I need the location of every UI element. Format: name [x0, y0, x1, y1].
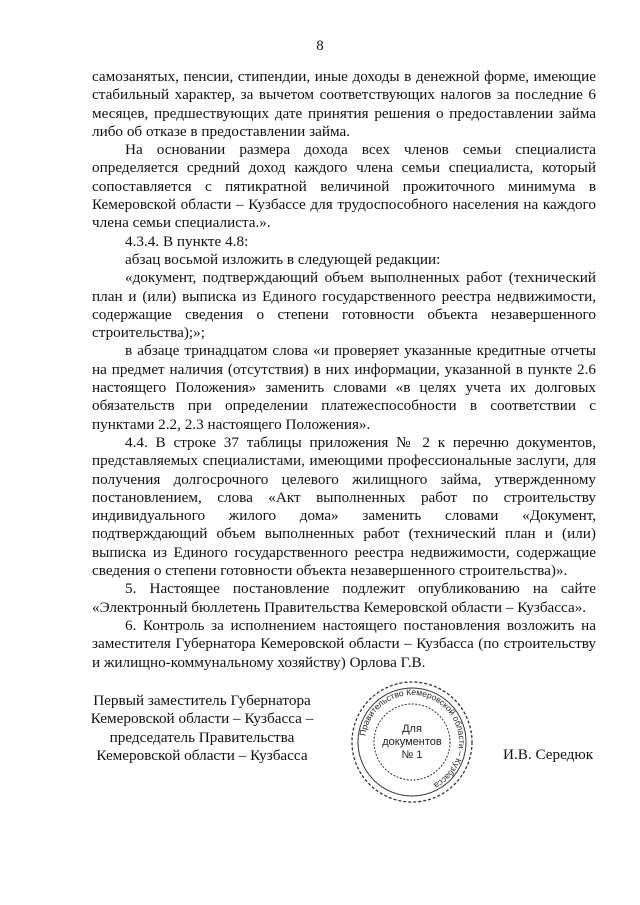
stamp-center-line: Для [402, 723, 422, 735]
stamp-ring-text: Правительство Кемеровской области – Кузбасса [357, 686, 468, 791]
document-body [92, 68, 596, 672]
signatory-title-line: Первый заместитель Губернатора [93, 692, 311, 709]
stamp-center-line: документов [382, 736, 442, 748]
paragraph: 6. Контроль за исполнением настоящего постановления возложить на заместителя Губернатора Кемеровской области – Кузбасса (по строительству и жилищно-коммунальному хозяйству) Орлова Г.В. [92, 616, 596, 671]
paragraph: На основании размера дохода всех членов семьи специалиста определяется средний доход каждого члена семьи специалиста, который сопоставляется с пятикратной величиной прожиточного минимума в Кемеровской области – Кузбассе для трудоспособного населения на каждого члена семьи специалиста.». [92, 141, 596, 232]
paragraph: «документ, подтверждающий объем выполненных работ (технический план и (или) выписка из Единого государственного реестра недвижимости, содержащие сведения о степени готовности объекта незавершенного строительства);»; [92, 269, 596, 342]
paragraph: 4.3.4. В пункте 4.8: [125, 232, 249, 250]
paragraph: в абзаце тринадцатом слова «и проверяет указанные кредитные отчеты на предмет наличия (отсутствия) в них информации, указанной в пункте 2.6 настоящего Положения» заменить словами «в целях учета их долговых обязательств при определении платежеспособности в соответствии с пунктами 2.2, 2.3 настоящего Положения». [92, 342, 596, 433]
stamp-center-line: № 1 [401, 749, 423, 761]
paragraph: абзац восьмой изложить в следующей редакции: [125, 250, 441, 268]
official-stamp [350, 680, 474, 804]
signatory-title-line: председатель Правительства [109, 728, 295, 746]
signatory-title [86, 692, 318, 765]
paragraph: самозанятых, пенсии, стипендии, иные доходы в денежной форме, имеющие стабильный характер, за вычетом соответствующих налогов за последние 6 месяцев, предшествующих дате принятия решения о предоставлении займа либо об отказе в предоставлении займа. [92, 68, 596, 140]
paragraph: 4.4. В строке 37 таблицы приложения № 2 к перечню документов, представляемых специалистами, имеющими профессиональные заслуги, для получения долгосрочного целевого жилищного займа, утвержденному постановлением, слова «Акт выполненных работ по строительству индивидуального жилого дома» заменить словами «Документ, подтверждающий объем выполненных работ (технический план и (или) выписка из Единого государственного реестра недвижимости, содержащие сведения о степени готовности объекта незавершенного строительства)». [92, 433, 596, 580]
signatory-title-line: Кемеровской области – Кузбасса [96, 746, 308, 764]
signatory-name: И.В. Середюк [503, 746, 594, 763]
signatory-title-line: Кемеровской области – Кузбасса – [90, 710, 314, 728]
paragraph: 5. Настоящее постановление подлежит опубликованию на сайте «Электронный бюллетень Правительства Кемеровской области – Кузбасса». [92, 580, 596, 616]
page-number: 8 [316, 38, 324, 54]
